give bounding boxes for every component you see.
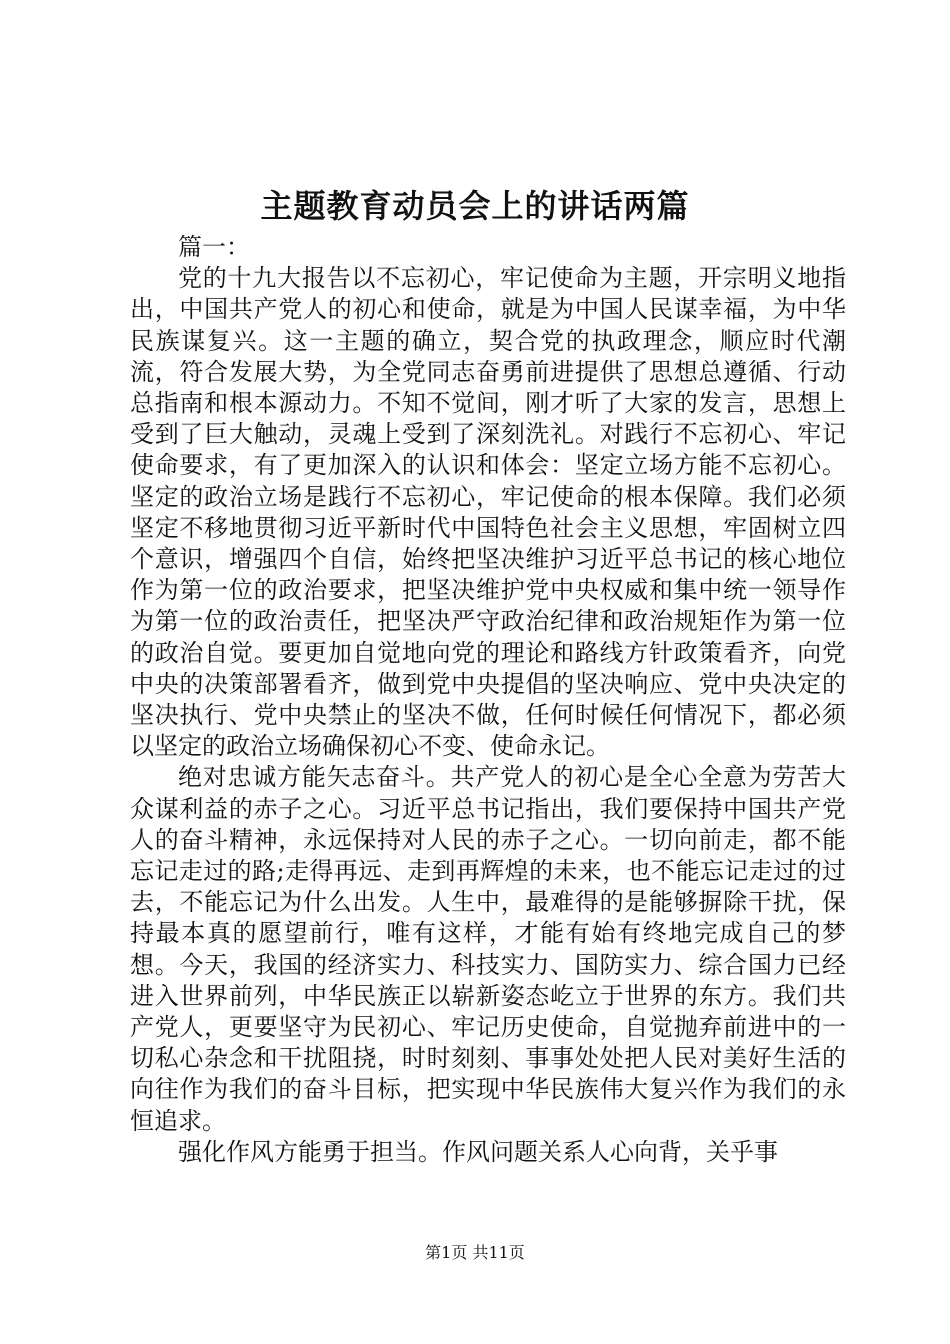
paragraph-3: 强化作风方能勇于担当。作风问题关系人心向背，关乎事 <box>178 1137 778 1166</box>
section-label: 篇一： <box>178 233 250 261</box>
page-footer: 第1页 共11页 <box>425 1243 525 1262</box>
document-title: 主题教育动员会上的讲话两篇 <box>260 187 690 225</box>
paragraph-2: 绝对忠诚方能矢志奋斗。共产党人的初心是全心全意为劳苦大众谋利益的赤子之心。习近平总书记指出，我们要保持中国共产党人的奋斗精神，永远保持对人民的赤子之心。一切向前走，都不能忘记走过的路;走得再远、走到再辉煌的未来，也不能忘记走过的过去，不能忘记为什么出发。人生中，最难得的是能够摒除干扰，保持最本真的愿望前行，唯有这样，才能有始有终地完成自己的梦想。今天，我国的经济实力、科技实力、国防实力、综合国力已经进入世界前列，中华民族正以崭新姿态屹立于世界的东方。我们共产党人，更要坚守为民初心、牢记历史使命，自觉抛弃前进中的一切私心杂念和干扰阻挠，时时刻刻、事事处处把人民对美好生活的向往作为我们的奋斗目标，把实现中华民族伟大复兴作为我们的永恒追求。 <box>130 763 846 1135</box>
paragraph-1: 党的十九大报告以不忘初心，牢记使命为主题，开宗明义地指出，中国共产党人的初心和使命，就是为中国人民谋幸福，为中华民族谋复兴。这一主题的确立，契合党的执政理念，顺应时代潮流，符合发展大势，为全党同志奋勇前进提供了思想总遵循、行动总指南和根本源动力。不知不觉间，刚才听了大家的发言，思想上受到了巨大触动，灵魂上受到了深刻洗礼。对践行不忘初心、牢记使命要求，有了更加深入的认识和体会：坚定立场方能不忘初心。坚定的政治立场是践行不忘初心，牢记使命的根本保障。我们必须坚定不移地贯彻习近平新时代中国特色社会主义思想，牢固树立四个意识，增强四个自信，始终把坚决维护习近平总书记的核心地位作为第一位的政治要求，把坚决维护党中央权威和集中统一领导作为第一位的政治责任，把坚决严守政治纪律和政治规矩作为第一位的政治自觉。要更加自觉地向党的理论和路线方针政策看齐，向党中央的决策部署看齐，做到党中央提倡的坚决响应、党中央决定的坚决执行、党中央禁止的坚决不做，任何时候任何情况下，都必须以坚定的政治立场确保初心不变、使命永记。 <box>130 264 846 761</box>
document-body <box>130 232 846 1168</box>
